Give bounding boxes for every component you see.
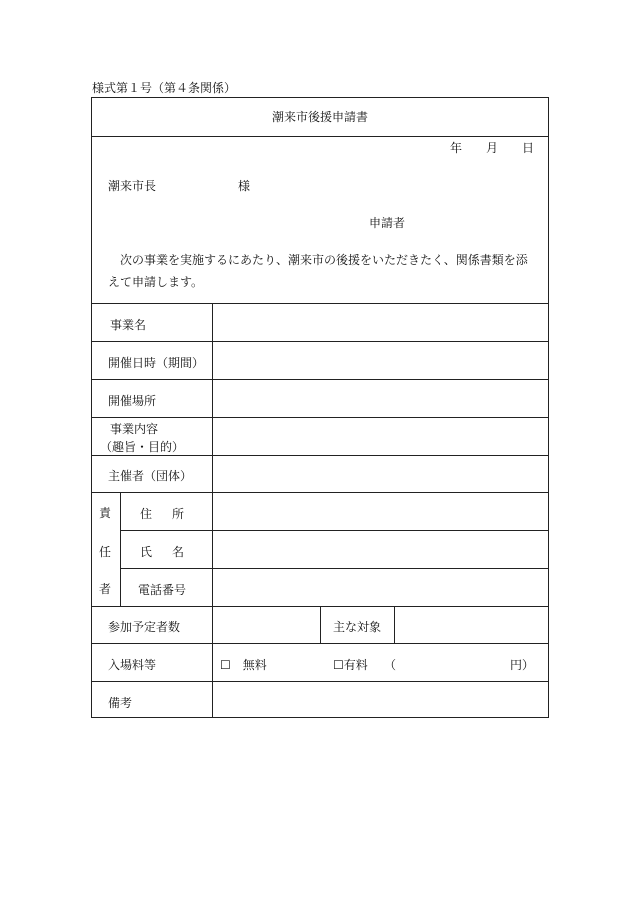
applicant-label: 申請者 <box>369 216 406 230</box>
column-divider <box>394 606 395 643</box>
free-checkbox[interactable]: ☐ 無料 <box>220 658 267 672</box>
column-divider <box>212 303 213 718</box>
responsible-char-1: 責 <box>99 506 112 520</box>
date-year-label: 年 <box>450 141 463 155</box>
form-title: 潮来市後援申請書 <box>92 98 548 137</box>
application-form <box>91 97 549 718</box>
date-day-label: 日 <box>522 141 535 155</box>
application-statement: 次の事業を実施するにあたり、潮来市の後援をいただきたく、関係書類を添えて申請します。 <box>108 253 528 289</box>
form-number: 様式第１号（第４条関係） <box>92 81 237 95</box>
event-purpose-label: （趣旨・目的） <box>100 440 185 454</box>
addressee-name: 潮来市長 <box>108 179 157 193</box>
row-divider <box>92 455 548 456</box>
paid-amount-yen: 円） <box>510 658 535 672</box>
row-divider <box>92 303 548 304</box>
paid-amount-open-paren: （ <box>384 658 397 672</box>
address-label-2: 所 <box>172 507 185 521</box>
organizer-label: 主催者（団体） <box>108 469 193 483</box>
row-divider <box>92 643 548 644</box>
venue-label: 開催場所 <box>108 394 157 408</box>
paid-checkbox[interactable]: ☐有料 <box>333 658 368 672</box>
event-name-label: 事業名 <box>110 318 147 332</box>
main-target-label: 主な対象 <box>333 620 382 634</box>
row-divider <box>120 530 548 531</box>
row-divider <box>92 379 548 380</box>
responsible-char-3: 者 <box>99 582 112 596</box>
column-divider <box>320 606 321 643</box>
row-divider <box>92 341 548 342</box>
addressee-honorific: 様 <box>238 179 251 193</box>
address-label-1: 住 <box>140 507 153 521</box>
row-divider <box>92 417 548 418</box>
row-divider <box>92 492 548 493</box>
name-label-1: 氏 <box>140 545 153 559</box>
row-divider <box>92 681 548 682</box>
date-month-label: 月 <box>486 141 499 155</box>
event-content-label: 事業内容 <box>110 422 159 436</box>
row-divider <box>120 568 548 569</box>
admission-label: 入場料等 <box>108 658 157 672</box>
phone-label: 電話番号 <box>138 583 187 597</box>
name-label-2: 名 <box>172 545 185 559</box>
event-datetime-label: 開催日時（期間） <box>108 356 205 370</box>
remarks-label: 備考 <box>108 696 133 710</box>
column-divider <box>120 492 121 606</box>
responsible-char-2: 任 <box>99 545 112 559</box>
participants-label: 参加予定者数 <box>108 620 181 634</box>
